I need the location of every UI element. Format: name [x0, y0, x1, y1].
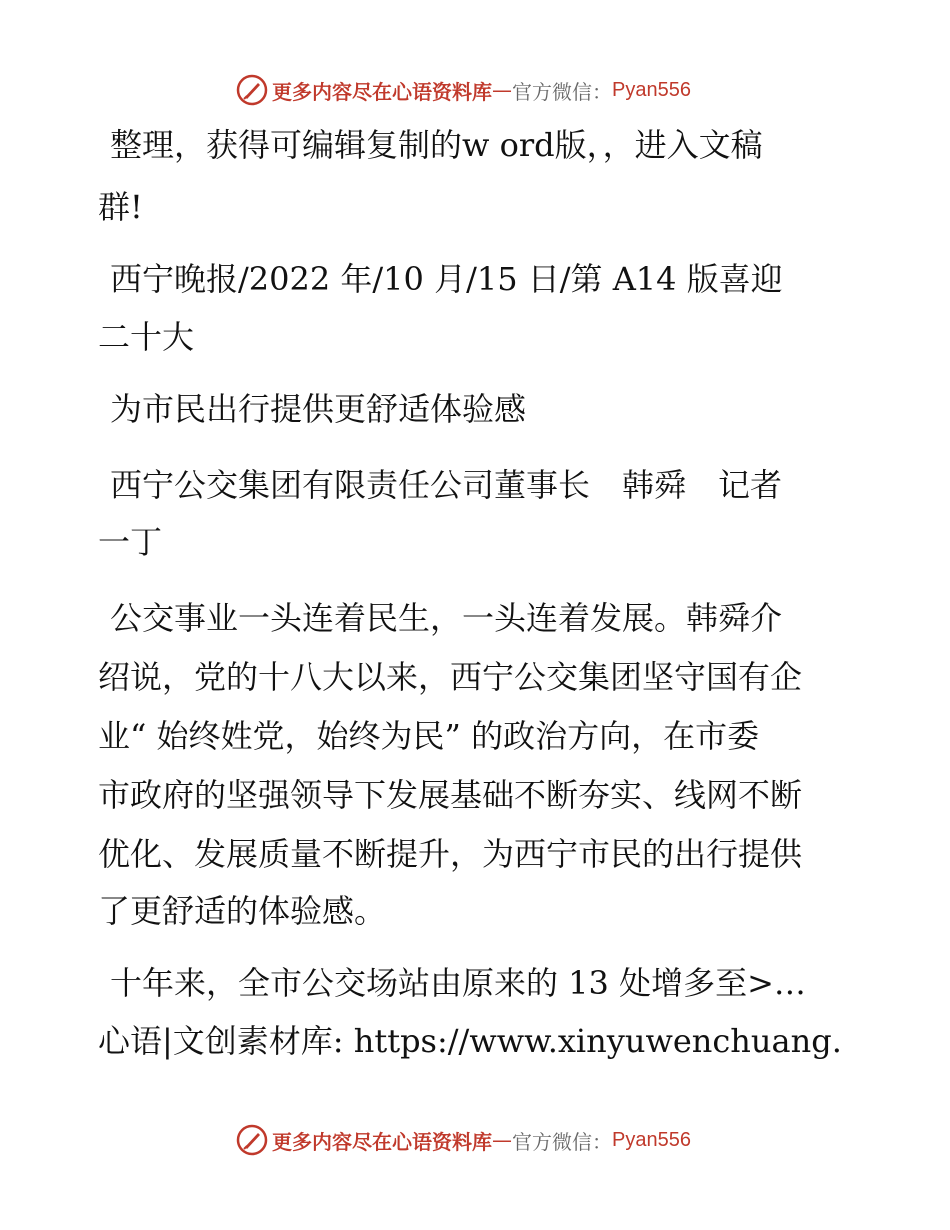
text-line: 群! — [98, 188, 143, 226]
text-line: 优化、发展质量不断提升，为西宁市民的出行提供 — [98, 835, 803, 873]
banner-wechat-label: 官方微信： — [512, 79, 612, 104]
banner-site-text: 更多内容尽在心语资料库 — [272, 1129, 492, 1154]
quill-logo-icon — [236, 1124, 268, 1156]
footer-banner — [236, 1124, 691, 1156]
banner-site-text: 更多内容尽在心语资料库 — [272, 79, 492, 104]
text-line: 了更舒适的体验感。 — [98, 892, 387, 930]
byline: 西宁公交集团有限责任公司董事长 韩舜 记者 — [110, 466, 783, 504]
banner-wechat-label: 官方微信： — [512, 1129, 612, 1154]
text-line: 业“ 始终姓党，始终为民” 的政治方向，在市委 — [98, 717, 760, 755]
text-line: 西宁晚报/2022 年/10 月/15 日/第 A14 版喜迎 — [110, 260, 783, 298]
banner-dash: — — [492, 78, 512, 102]
article-title: 为市民出行提供更舒适体验感 — [110, 390, 527, 428]
banner-dash: — — [492, 1128, 512, 1152]
banner-wechat-id: Pyan556 — [612, 78, 691, 101]
text-line: 绍说，党的十八大以来，西宁公交集团坚守国有企 — [98, 658, 803, 696]
byline-cont: 一丁 — [98, 523, 163, 561]
source-link-line: 心语|文创素材库: https://www.xinyuwenchuang. — [98, 1022, 842, 1060]
text-line: 二十大 — [98, 318, 195, 356]
text-line: 整理，获得可编辑复制的w ord版，，进入文稿 — [110, 126, 763, 164]
text-line: 市政府的坚强领导下发展基础不断夯实、线网不断 — [98, 776, 803, 814]
banner-wechat-id: Pyan556 — [612, 1128, 691, 1151]
header-banner — [236, 74, 691, 106]
text-line: 公交事业一头连着民生，一头连着发展。韩舜介 — [110, 599, 783, 637]
text-line: 十年来，全市公交场站由原来的 13 处增多至>… — [110, 964, 806, 1002]
quill-logo-icon — [236, 74, 268, 106]
